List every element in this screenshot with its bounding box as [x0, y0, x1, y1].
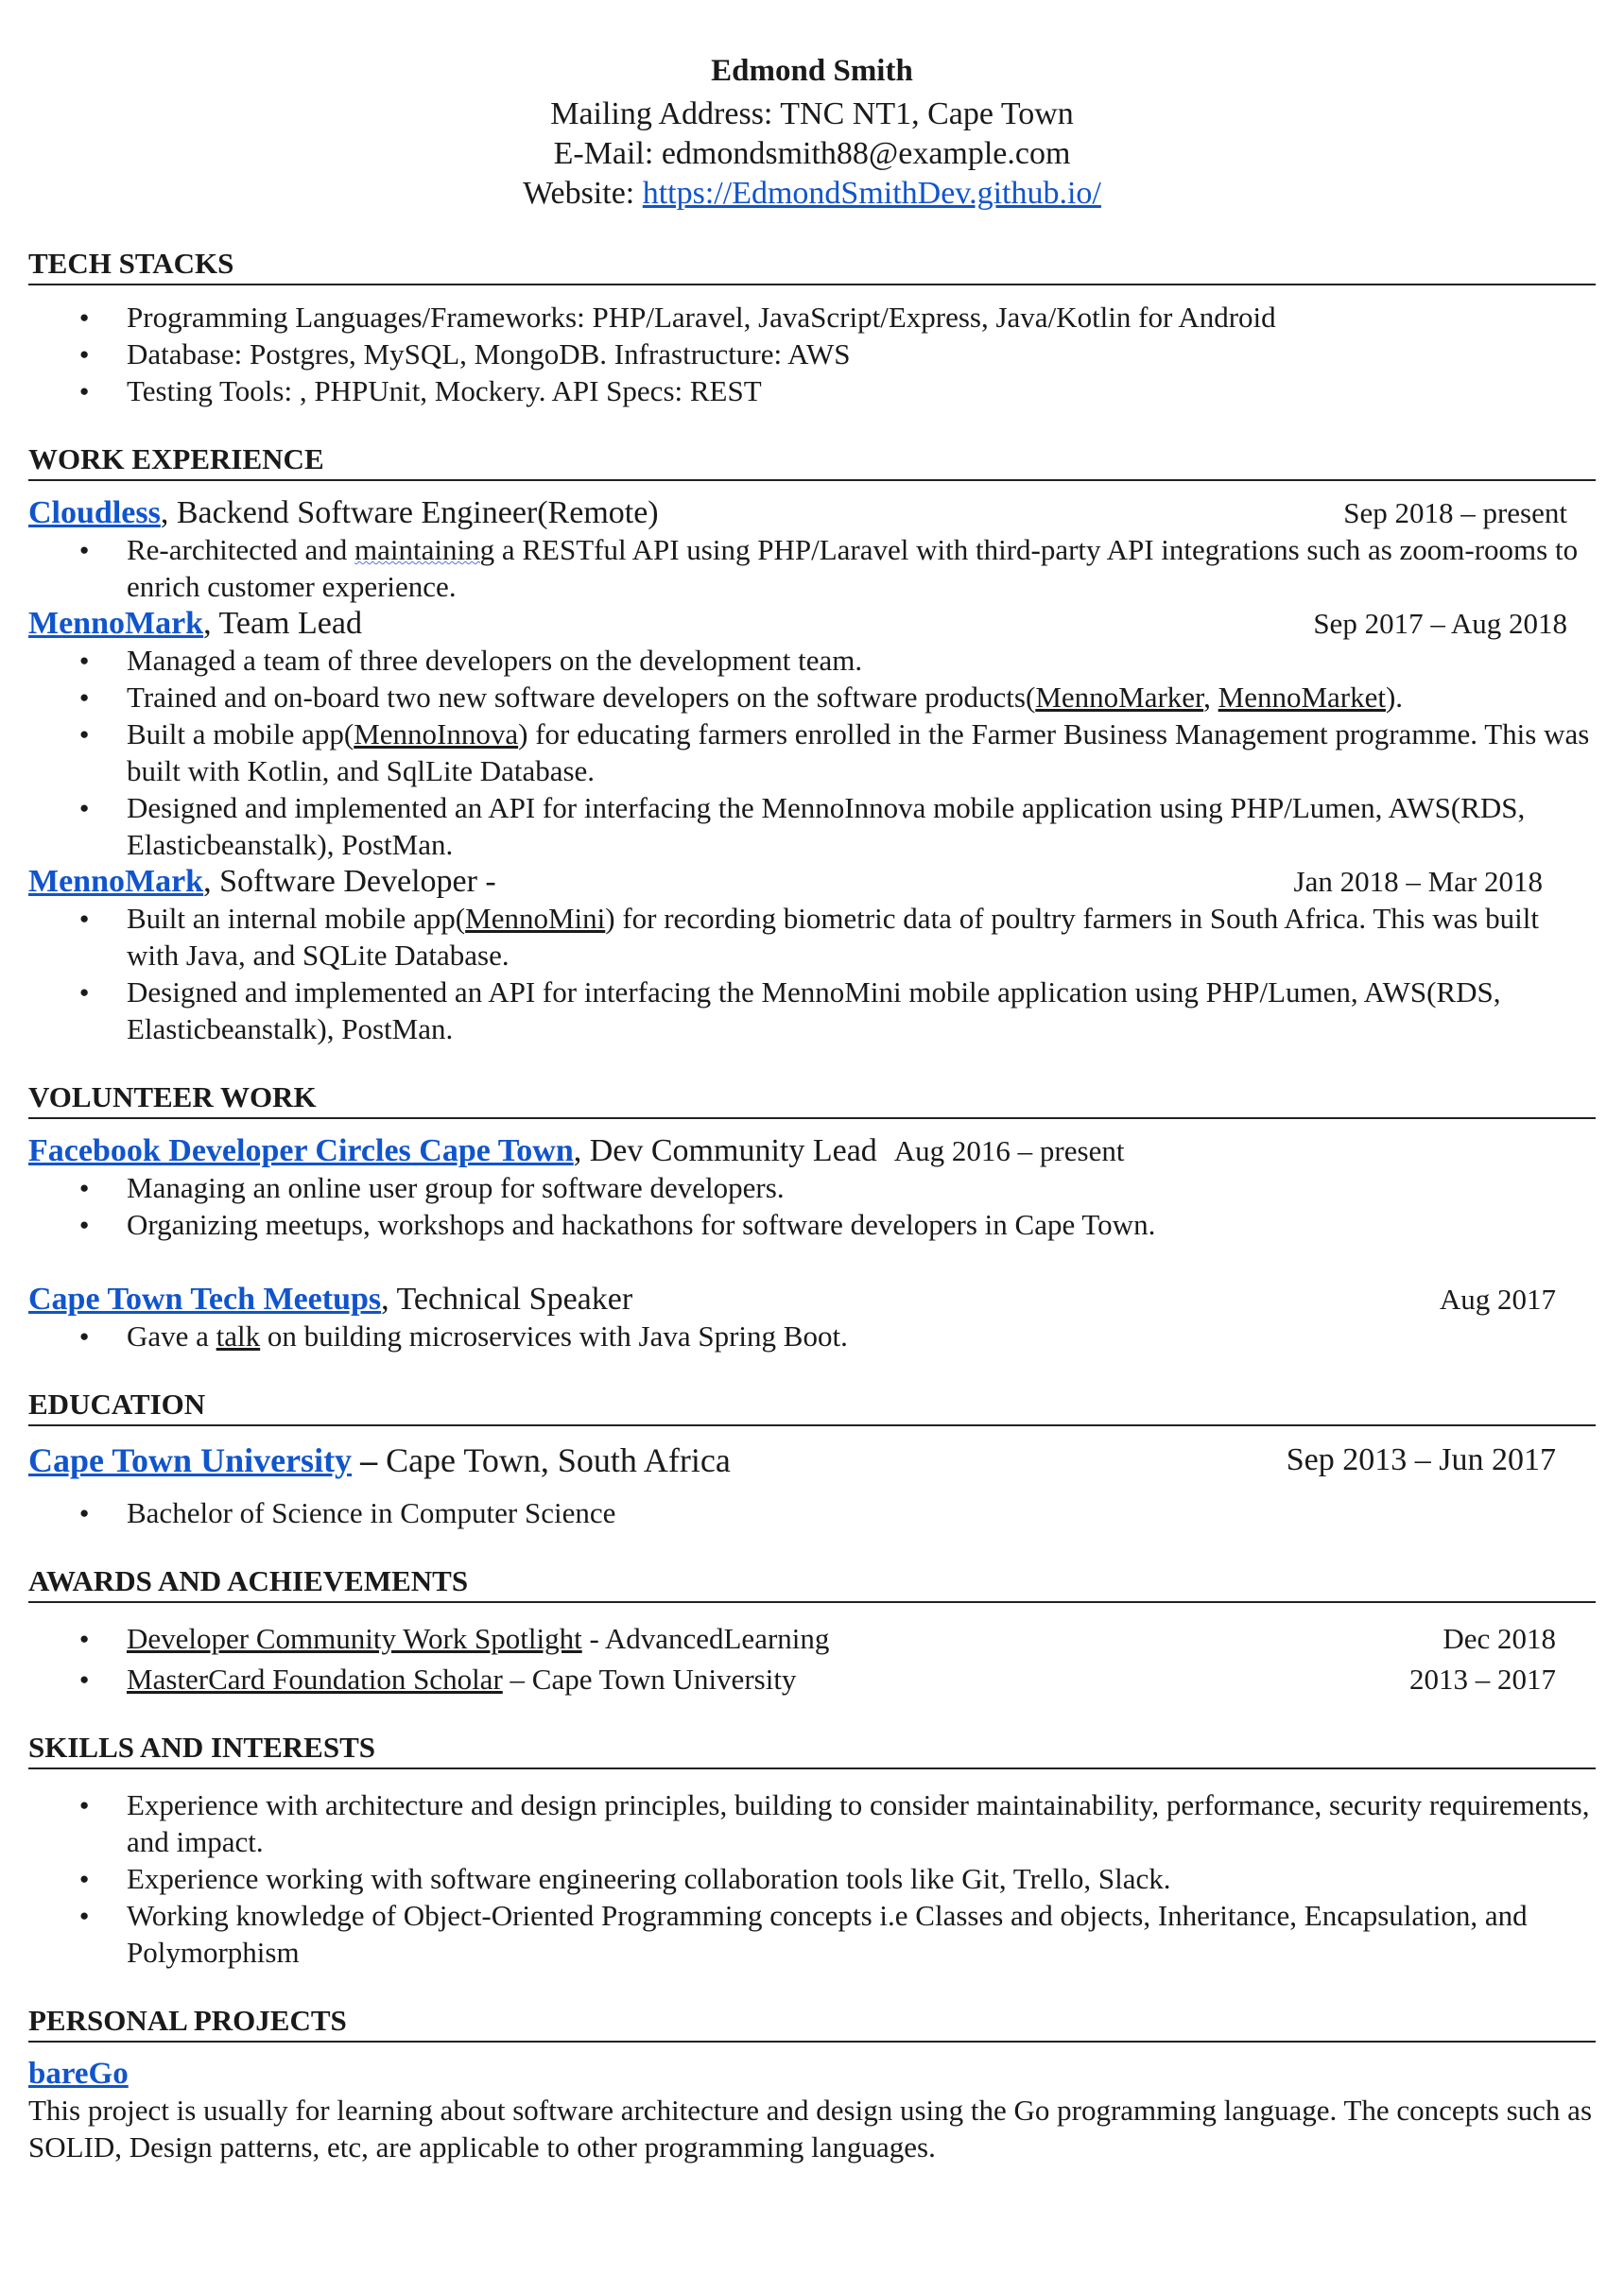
volunteer-bullets	[28, 1169, 1596, 1243]
list-item	[28, 900, 1596, 974]
list-item: ● Working knowledge of Object-Oriented Programming concepts i.e Classes and objects, Inheritance, Encapsulation, and Polymorphism	[28, 1897, 1596, 1971]
list-item: ● Managed a team of three developers on the development team.	[28, 642, 1596, 679]
job-role: , Software Developer -	[203, 864, 496, 899]
tech-stacks-section	[28, 246, 1596, 409]
job-role: , Team Lead	[203, 606, 362, 641]
list-item: ● Testing Tools: , PHPUnit, Mockery. API Specs: REST	[28, 372, 1596, 409]
project-description: This project is usually for learning about software architecture and design using the Go programming language. The concepts such as SOLID, Design patterns, etc, are applicable to other programming languages.	[28, 2094, 1593, 2164]
employer-link[interactable]: MennoMark	[28, 864, 204, 899]
school-dates: Sep 2013 – Jun 2017	[1286, 1442, 1556, 1477]
text: - AdvancedLearning	[581, 1622, 830, 1655]
section-title: SKILLS AND INTERESTS	[28, 1730, 1596, 1769]
text: – Cape Town University	[502, 1663, 797, 1696]
resume-header	[28, 47, 1596, 214]
job-role: , Backend Software Engineer(Remote)	[160, 495, 659, 530]
section-title: VOLUNTEER WORK	[28, 1079, 1596, 1119]
award-date: Dec 2018	[1443, 1622, 1556, 1655]
product-link[interactable]: MennoMarker	[1035, 681, 1204, 714]
list-item: ● Organizing meetups, workshops and hackathons for software developers in Cape Town.	[28, 1206, 1596, 1243]
job-header	[28, 1281, 1596, 1318]
job-header	[28, 494, 1596, 531]
text: on building microservices with Java Spring Boot.	[260, 1319, 848, 1353]
list-item	[28, 531, 1596, 605]
list-item: ● Bachelor of Science in Computer Science	[28, 1494, 1596, 1531]
school-location: Cape Town, South Africa	[386, 1441, 731, 1479]
job-dates: Sep 2017 – Aug 2018	[1313, 607, 1567, 640]
section-title: AWARDS AND ACHIEVEMENTS	[28, 1563, 1596, 1603]
product-link[interactable]: MennoInnova	[354, 717, 519, 750]
job-role: , Technical Speaker	[381, 1282, 633, 1317]
employer-link[interactable]: MennoMark	[28, 606, 204, 641]
website-line	[28, 174, 1596, 214]
job-header	[28, 605, 1596, 642]
text: Re-architected and	[127, 533, 354, 566]
project-link[interactable]: bareGo	[28, 2057, 129, 2091]
list-item: ● Experience working with software engineering collaboration tools like Git, Trello, Slack.	[28, 1860, 1596, 1897]
list-item: ● Designed and implemented an API for interfacing the MennoInnova mobile application using PHP/Lumen, AWS(RDS, Elasticbeanstalk), PostMan.	[28, 789, 1596, 863]
education-section	[28, 1387, 1596, 1531]
website-label: Website:	[523, 176, 643, 211]
section-title: PERSONAL PROJECTS	[28, 2003, 1596, 2043]
award-date: 2013 – 2017	[1409, 1663, 1556, 1696]
job-bullets	[28, 531, 1596, 605]
tech-list	[28, 299, 1596, 409]
org-link[interactable]: Facebook Developer Circles Cape Town	[28, 1133, 574, 1168]
candidate-name: Edmond Smith	[711, 54, 913, 88]
section-title: TECH STACKS	[28, 246, 1596, 285]
job-role: , Dev Community Lead	[573, 1133, 877, 1168]
spacer	[28, 1243, 1596, 1281]
job-bullets	[28, 900, 1596, 1047]
text: ) for educating farmers enrolled in the Farmer Business Management programme. This was built with Kotlin, and SqlLite Database.	[127, 717, 1590, 787]
awards-section	[28, 1563, 1596, 1698]
spelling-flag: maintaining	[354, 533, 495, 566]
volunteer-bullets	[28, 1318, 1596, 1354]
talk-link[interactable]: talk	[216, 1319, 261, 1353]
skills-list	[28, 1786, 1596, 1971]
list-item: ● Database: Postgres, MySQL, MongoDB. Infrastructure: AWS	[28, 336, 1596, 372]
job-bullets	[28, 642, 1596, 863]
school-link[interactable]: Cape Town University	[28, 1441, 353, 1479]
text: Built an internal mobile app(	[127, 902, 466, 935]
text: ,	[1203, 681, 1218, 714]
list-item	[28, 716, 1596, 789]
job-dates: Aug 2017	[1439, 1283, 1556, 1316]
job-header	[28, 1132, 1596, 1169]
education-bullets	[28, 1494, 1596, 1531]
list-item	[28, 679, 1596, 716]
dash: –	[352, 1441, 387, 1479]
text: ) for recording biometric data of poultry farmers in South Africa. This was built with Java, and SQLite Database.	[127, 902, 1539, 972]
list-item	[28, 1318, 1596, 1354]
text: ).	[1385, 681, 1404, 714]
website-link[interactable]: https://EdmondSmithDev.github.io/	[642, 176, 1101, 211]
volunteer-section	[28, 1079, 1596, 1354]
school-header	[28, 1440, 1596, 1481]
list-item	[28, 1661, 1596, 1698]
job-dates: Jan 2018 – Mar 2018	[1293, 865, 1543, 898]
list-item	[28, 1620, 1596, 1657]
job-dates: Sep 2018 – present	[1343, 496, 1567, 529]
award-link[interactable]: Developer Community Work Spotlight	[127, 1622, 582, 1655]
awards-list	[28, 1620, 1596, 1698]
list-item: ● Designed and implemented an API for interfacing the MennoMini mobile application using PHP/Lumen, AWS(RDS, Elasticbeanstalk), PostMan.	[28, 974, 1596, 1047]
product-link[interactable]: MennoMini	[465, 902, 606, 935]
text: a RESTful API using PHP/Laravel with third-party API integrations such as zoom-rooms to enrich customer experience.	[127, 533, 1579, 603]
job-dates: Aug 2016 – present	[893, 1134, 1125, 1167]
skills-section	[28, 1730, 1596, 1971]
email-address: E-Mail: edmondsmith88@example.com	[553, 136, 1071, 171]
job-header	[28, 863, 1596, 900]
award-link[interactable]: MasterCard Foundation Scholar	[127, 1663, 503, 1696]
employer-link[interactable]: Cloudless	[28, 495, 161, 530]
org-link[interactable]: Cape Town Tech Meetups	[28, 1282, 382, 1317]
text: Trained and on-board two new software developers on the software products(	[127, 681, 1036, 714]
text: Built a mobile app(	[127, 717, 354, 750]
section-title: WORK EXPERIENCE	[28, 441, 1596, 481]
work-experience-section	[28, 441, 1596, 1047]
section-title: EDUCATION	[28, 1387, 1596, 1426]
mailing-address: Mailing Address: TNC NT1, Cape Town	[550, 96, 1074, 131]
list-item: ● Experience with architecture and design principles, building to consider maintainability, performance, security requirements, and impact.	[28, 1786, 1596, 1860]
list-item: ● Managing an online user group for software developers.	[28, 1169, 1596, 1206]
product-link[interactable]: MennoMarket	[1218, 681, 1386, 714]
projects-section	[28, 2003, 1596, 2165]
text: Gave a	[127, 1319, 216, 1353]
list-item: ● Programming Languages/Frameworks: PHP/Laravel, JavaScript/Express, Java/Kotlin for Android	[28, 299, 1596, 336]
